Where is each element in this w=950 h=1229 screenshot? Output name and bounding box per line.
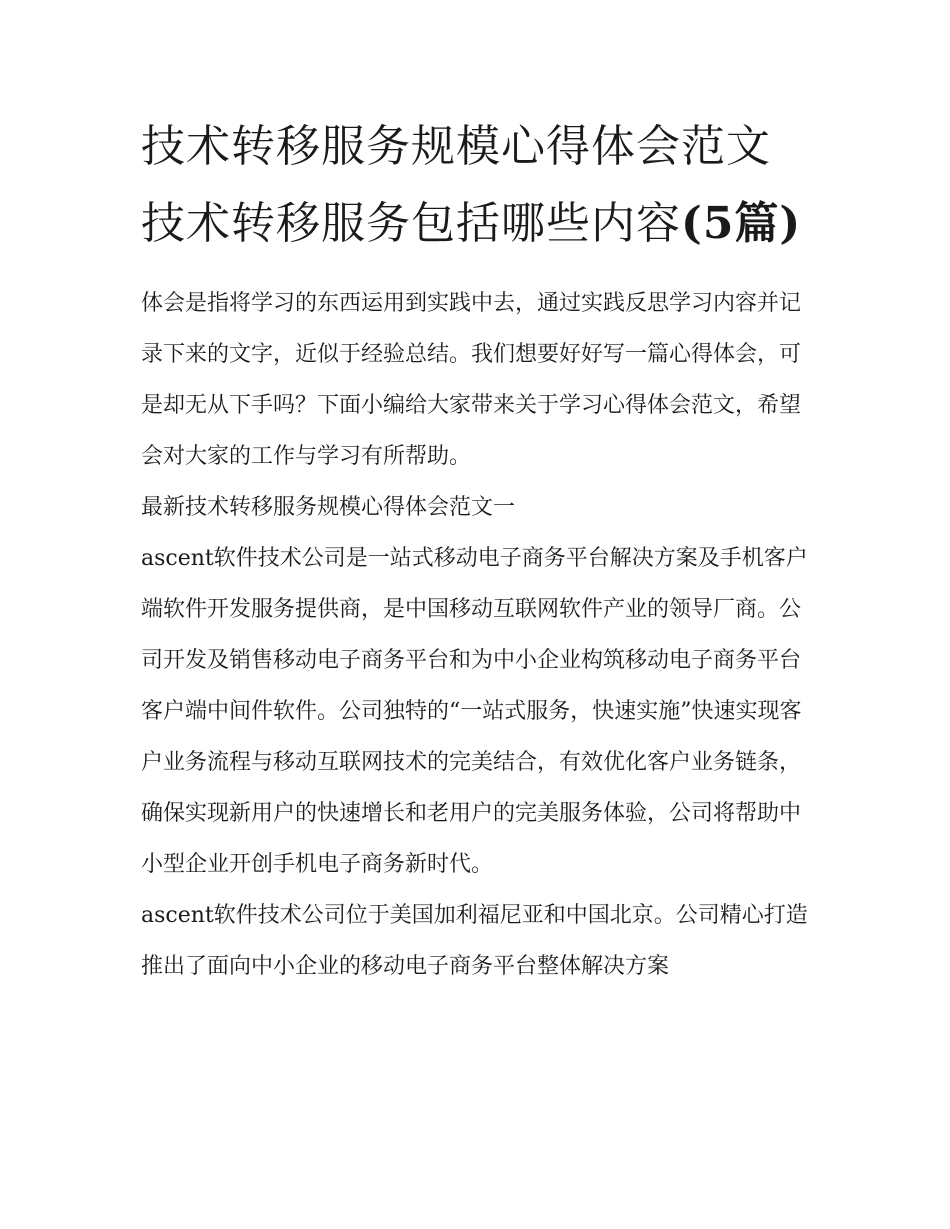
intro-paragraph: 体会是指将学习的东西运用到实践中去，通过实践反思学习内容并记录下来的文字，近似于经验总结。我们想要好好写一篇心得体会，可是却无从下手吗？下面小编给大家带来关于学习心得体会范文，希望会对大家的工作与学习有所帮助。 xyxy=(141,291,802,469)
section-heading: 最新技术转移服务规模心得体会范文一 xyxy=(141,495,516,520)
document-page xyxy=(141,108,813,992)
body-paragraph: ascent软件技术公司是一站式移动电子商务平台解决方案及手机客户端软件开发服务提供商，是中国移动互联网软件产业的领导厂商。公司开发及销售移动电子商务平台和为中小企业构筑移动电子商务平台客户端中间件软件。公司独特的“一站式服务，快速实施”快速实现客户业务流程与移动互联网技术的完美结合，有效优化客户业务链条，确保实现新用户的快速增长和老用户的完美服务体验，公司将帮助中小型企业开创手机电子商务新时代。 xyxy=(141,546,808,877)
document-title xyxy=(141,108,813,262)
document-title-suffix: (5篇) xyxy=(681,198,802,249)
body-paragraph: ascent软件技术公司位于美国加利福尼亚和中国北京。公司精心打造推出了面向中小企业的移动电子商务平台整体解决方案 xyxy=(141,903,808,979)
document-title-main: 技术转移服务规模心得体会范文 技术转移服务包括哪些内容 xyxy=(141,121,771,249)
